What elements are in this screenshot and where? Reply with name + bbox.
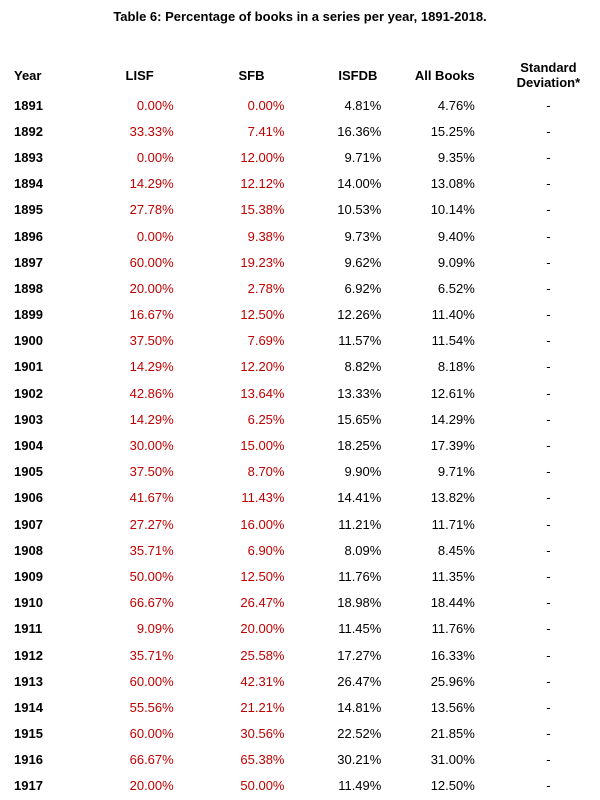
- cell-isfdb: 18.98%: [337, 595, 382, 611]
- cell-year: 1911: [14, 621, 43, 637]
- cell-all-books: 18.44%: [430, 595, 475, 611]
- cell-standard-deviation: -: [546, 202, 551, 218]
- column-header-lisf: LISF: [125, 67, 154, 83]
- cell-all-books: 13.08%: [430, 176, 475, 192]
- cell-standard-deviation: -: [546, 516, 551, 532]
- series-percentage-table: [6, 58, 600, 799]
- cell-lisf: 27.27%: [129, 516, 174, 532]
- cell-lisf: 60.00%: [129, 726, 174, 742]
- cell-year: 1891: [14, 97, 43, 113]
- table-row: [6, 721, 600, 747]
- cell-year: 1893: [14, 149, 43, 165]
- cell-standard-deviation: -: [546, 673, 551, 689]
- table-header-row: [6, 58, 600, 92]
- cell-lisf: 14.29%: [129, 176, 174, 192]
- table-row: [6, 406, 600, 432]
- cell-sfb: 7.69%: [247, 333, 285, 349]
- cell-sfb: 21.21%: [240, 699, 285, 715]
- table-row: [6, 668, 600, 694]
- cell-lisf: 20.00%: [129, 280, 174, 296]
- cell-standard-deviation: -: [546, 176, 551, 192]
- cell-standard-deviation: -: [546, 228, 551, 244]
- cell-isfdb: 11.21%: [338, 516, 382, 532]
- cell-isfdb: 14.00%: [337, 176, 382, 192]
- cell-lisf: 0.00%: [136, 97, 174, 113]
- cell-sfb: 12.00%: [240, 149, 285, 165]
- cell-standard-deviation: -: [546, 254, 551, 270]
- cell-standard-deviation: -: [546, 647, 551, 663]
- cell-lisf: 60.00%: [129, 254, 174, 270]
- cell-all-books: 9.40%: [437, 228, 475, 244]
- cell-year: 1905: [14, 464, 43, 480]
- cell-year: 1895: [14, 202, 43, 218]
- cell-year: 1909: [14, 568, 43, 584]
- cell-standard-deviation: -: [546, 621, 551, 637]
- cell-year: 1916: [14, 752, 43, 768]
- cell-standard-deviation: -: [546, 726, 551, 742]
- cell-year: 1917: [14, 778, 43, 794]
- table-row: [6, 223, 600, 249]
- cell-standard-deviation: -: [546, 97, 551, 113]
- cell-year: 1908: [14, 542, 43, 558]
- cell-all-books: 10.14%: [430, 202, 475, 218]
- cell-sfb: 2.78%: [247, 280, 285, 296]
- cell-isfdb: 16.36%: [337, 123, 382, 139]
- column-header-year: Year: [14, 67, 42, 83]
- cell-sfb: 0.00%: [247, 97, 285, 113]
- cell-standard-deviation: -: [546, 411, 551, 427]
- cell-year: 1899: [14, 307, 43, 323]
- cell-all-books: 6.52%: [437, 280, 475, 296]
- cell-sfb: 8.70%: [247, 464, 285, 480]
- cell-lisf: 35.71%: [129, 542, 174, 558]
- cell-year: 1896: [14, 228, 43, 244]
- cell-year: 1901: [14, 359, 43, 375]
- cell-year: 1900: [14, 333, 43, 349]
- cell-all-books: 25.96%: [430, 673, 475, 689]
- cell-sfb: 12.50%: [240, 307, 285, 323]
- column-header-all-books: All Books: [414, 67, 475, 83]
- cell-standard-deviation: -: [546, 752, 551, 768]
- table-row: [6, 249, 600, 275]
- cell-all-books: 8.45%: [437, 542, 475, 558]
- cell-sfb: 6.25%: [247, 411, 285, 427]
- cell-sfb: 9.38%: [247, 228, 285, 244]
- cell-standard-deviation: -: [546, 778, 551, 794]
- cell-sfb: 15.00%: [240, 438, 285, 454]
- cell-all-books: 13.56%: [430, 699, 475, 715]
- cell-standard-deviation: -: [546, 490, 551, 506]
- cell-isfdb: 17.27%: [337, 647, 382, 663]
- cell-standard-deviation: -: [546, 307, 551, 323]
- cell-sfb: 11.43%: [241, 490, 285, 506]
- table-row: [6, 380, 600, 406]
- cell-sfb: 42.31%: [240, 673, 285, 689]
- table-row: [6, 537, 600, 563]
- cell-all-books: 14.29%: [430, 411, 475, 427]
- table-row: [6, 563, 600, 589]
- cell-isfdb: 14.81%: [337, 699, 382, 715]
- cell-all-books: 11.76%: [431, 621, 475, 637]
- table-row: [6, 197, 600, 223]
- cell-lisf: 14.29%: [129, 411, 174, 427]
- cell-all-books: 11.35%: [431, 568, 475, 584]
- table-row: [6, 275, 600, 301]
- table-row: [6, 354, 600, 380]
- cell-year: 1906: [14, 490, 43, 506]
- table-row: [6, 485, 600, 511]
- cell-year: 1903: [14, 411, 43, 427]
- table-body: [6, 92, 600, 799]
- cell-all-books: 13.82%: [430, 490, 475, 506]
- cell-standard-deviation: -: [546, 542, 551, 558]
- cell-sfb: 16.00%: [240, 516, 285, 532]
- cell-lisf: 66.67%: [129, 752, 174, 768]
- cell-sfb: 65.38%: [240, 752, 285, 768]
- cell-sfb: 13.64%: [240, 385, 285, 401]
- cell-lisf: 30.00%: [129, 438, 174, 454]
- cell-isfdb: 9.73%: [344, 228, 382, 244]
- cell-all-books: 21.85%: [430, 726, 475, 742]
- cell-isfdb: 11.57%: [338, 333, 382, 349]
- table-row: [6, 590, 600, 616]
- table-row: [6, 144, 600, 170]
- cell-year: 1907: [14, 516, 43, 532]
- cell-sfb: 7.41%: [247, 123, 285, 139]
- cell-isfdb: 4.81%: [344, 97, 382, 113]
- table-row: [6, 302, 600, 328]
- table-row: [6, 432, 600, 458]
- cell-isfdb: 14.41%: [337, 490, 382, 506]
- cell-year: 1913: [14, 673, 43, 689]
- table-row: [6, 642, 600, 668]
- cell-sfb: 30.56%: [240, 726, 285, 742]
- cell-lisf: 14.29%: [129, 359, 174, 375]
- cell-isfdb: 15.65%: [337, 411, 382, 427]
- table-row: [6, 328, 600, 354]
- cell-sfb: 12.12%: [240, 176, 285, 192]
- cell-isfdb: 22.52%: [337, 726, 382, 742]
- cell-isfdb: 9.90%: [344, 464, 382, 480]
- cell-sfb: 25.58%: [240, 647, 285, 663]
- cell-sfb: 50.00%: [240, 778, 285, 794]
- table-row: [6, 459, 600, 485]
- cell-lisf: 37.50%: [129, 333, 174, 349]
- cell-sfb: 20.00%: [240, 621, 285, 637]
- cell-isfdb: 9.71%: [344, 149, 382, 165]
- cell-all-books: 9.09%: [437, 254, 475, 270]
- cell-all-books: 9.35%: [437, 149, 475, 165]
- cell-lisf: 66.67%: [129, 595, 174, 611]
- cell-year: 1904: [14, 438, 43, 454]
- column-header-isfdb: ISFDB: [338, 67, 378, 83]
- table-row: [6, 92, 600, 118]
- cell-lisf: 37.50%: [129, 464, 174, 480]
- cell-year: 1912: [14, 647, 43, 663]
- cell-lisf: 60.00%: [129, 673, 174, 689]
- cell-lisf: 50.00%: [129, 568, 174, 584]
- table-title: Table 6: Percentage of books in a series per year, 1891-2018.: [113, 9, 487, 24]
- cell-year: 1898: [14, 280, 43, 296]
- cell-lisf: 41.67%: [129, 490, 174, 506]
- table-row: [6, 511, 600, 537]
- cell-all-books: 8.18%: [437, 359, 475, 375]
- cell-lisf: 20.00%: [129, 778, 174, 794]
- cell-lisf: 55.56%: [129, 699, 174, 715]
- cell-isfdb: 8.82%: [344, 359, 382, 375]
- cell-sfb: 26.47%: [240, 595, 285, 611]
- cell-isfdb: 12.26%: [337, 307, 382, 323]
- cell-lisf: 9.09%: [136, 621, 174, 637]
- cell-year: 1915: [14, 726, 43, 742]
- cell-isfdb: 26.47%: [337, 673, 382, 689]
- cell-sfb: 6.90%: [247, 542, 285, 558]
- cell-isfdb: 10.53%: [337, 202, 382, 218]
- cell-all-books: 15.25%: [430, 123, 475, 139]
- cell-all-books: 11.40%: [431, 307, 475, 323]
- cell-standard-deviation: -: [546, 385, 551, 401]
- column-header-sfb: SFB: [238, 67, 265, 83]
- cell-isfdb: 30.21%: [337, 752, 382, 768]
- cell-lisf: 27.78%: [129, 202, 174, 218]
- cell-standard-deviation: -: [546, 149, 551, 165]
- cell-isfdb: 11.45%: [338, 621, 382, 637]
- column-header-standard-deviation: Standard Deviation*: [516, 60, 581, 90]
- cell-all-books: 12.50%: [430, 778, 475, 794]
- cell-standard-deviation: -: [546, 438, 551, 454]
- cell-isfdb: 11.76%: [338, 568, 382, 584]
- cell-all-books: 11.54%: [431, 333, 475, 349]
- cell-year: 1894: [14, 176, 43, 192]
- cell-lisf: 0.00%: [136, 228, 174, 244]
- cell-standard-deviation: -: [546, 280, 551, 296]
- table-row: [6, 773, 600, 799]
- table-row: [6, 747, 600, 773]
- cell-isfdb: 11.49%: [338, 778, 382, 794]
- cell-year: 1902: [14, 385, 43, 401]
- cell-year: 1897: [14, 254, 43, 270]
- cell-all-books: 12.61%: [430, 385, 475, 401]
- cell-all-books: 11.71%: [431, 516, 475, 532]
- cell-isfdb: 6.92%: [344, 280, 382, 296]
- cell-sfb: 12.20%: [240, 359, 285, 375]
- cell-isfdb: 8.09%: [344, 542, 382, 558]
- cell-all-books: 17.39%: [430, 438, 475, 454]
- table-row: [6, 118, 600, 144]
- cell-sfb: 12.50%: [240, 568, 285, 584]
- cell-sfb: 15.38%: [240, 202, 285, 218]
- cell-standard-deviation: -: [546, 568, 551, 584]
- cell-year: 1910: [14, 595, 43, 611]
- cell-lisf: 42.86%: [129, 385, 174, 401]
- cell-all-books: 31.00%: [430, 752, 475, 768]
- cell-all-books: 16.33%: [430, 647, 475, 663]
- cell-standard-deviation: -: [546, 464, 551, 480]
- cell-isfdb: 9.62%: [344, 254, 382, 270]
- cell-standard-deviation: -: [546, 595, 551, 611]
- cell-standard-deviation: -: [546, 699, 551, 715]
- table-row: [6, 171, 600, 197]
- table-row: [6, 694, 600, 720]
- table-row: [6, 616, 600, 642]
- cell-year: 1914: [14, 699, 43, 715]
- cell-isfdb: 13.33%: [337, 385, 382, 401]
- cell-standard-deviation: -: [546, 333, 551, 349]
- cell-lisf: 0.00%: [136, 149, 174, 165]
- cell-lisf: 16.67%: [129, 307, 174, 323]
- cell-standard-deviation: -: [546, 123, 551, 139]
- cell-all-books: 4.76%: [437, 97, 475, 113]
- cell-lisf: 35.71%: [129, 647, 174, 663]
- cell-lisf: 33.33%: [129, 123, 174, 139]
- cell-isfdb: 18.25%: [337, 438, 382, 454]
- cell-sfb: 19.23%: [240, 254, 285, 270]
- cell-year: 1892: [14, 123, 43, 139]
- cell-standard-deviation: -: [546, 359, 551, 375]
- cell-all-books: 9.71%: [437, 464, 475, 480]
